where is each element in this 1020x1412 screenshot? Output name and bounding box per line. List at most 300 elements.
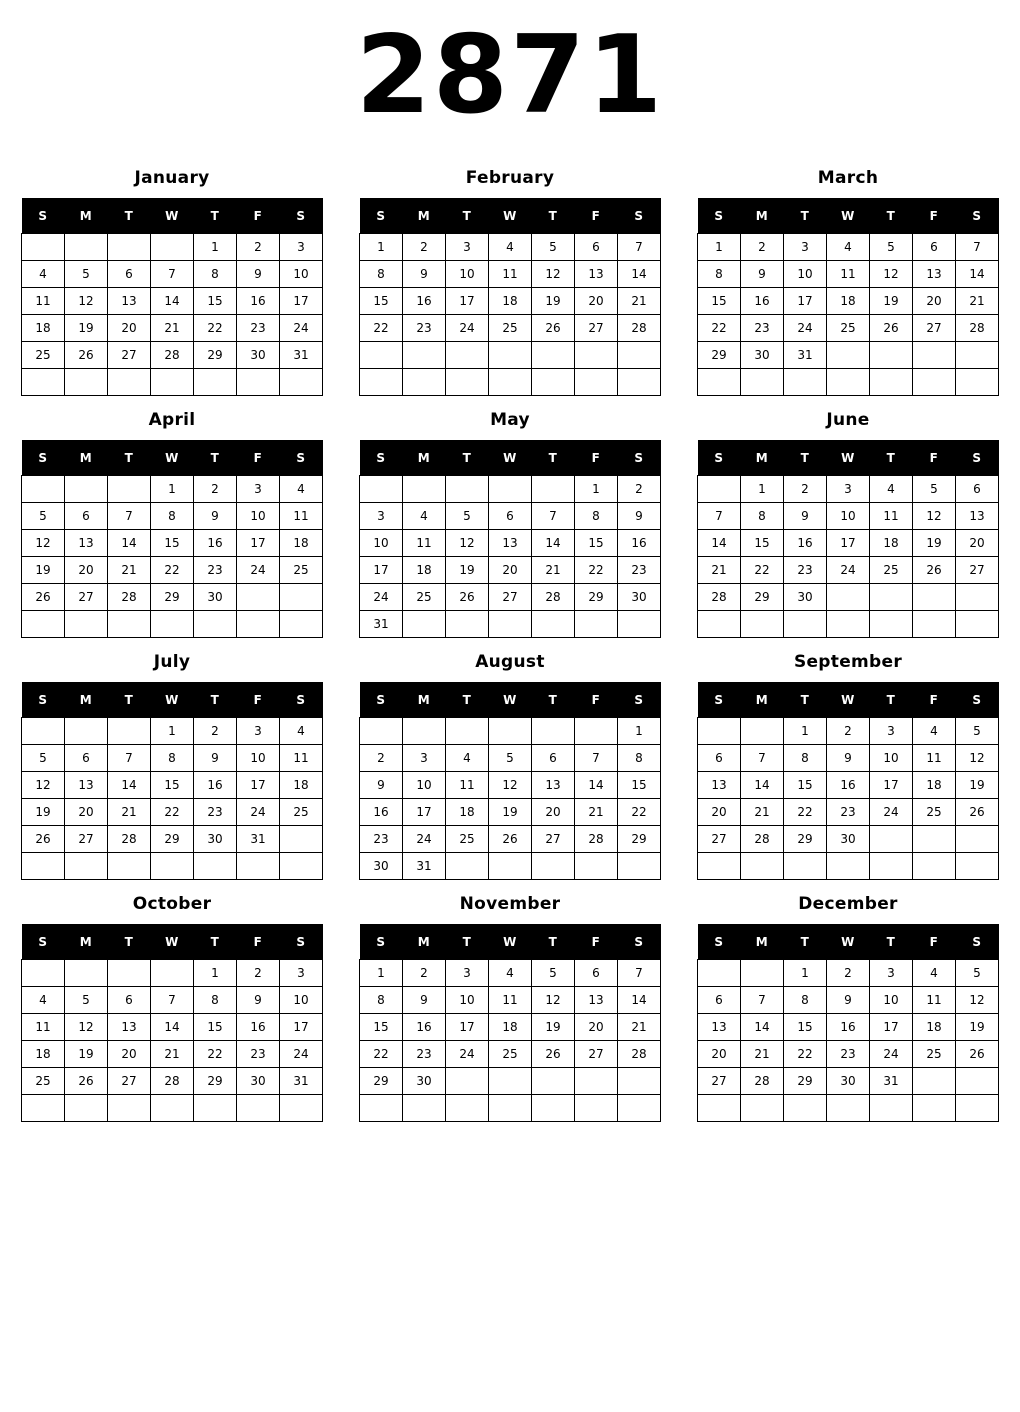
- day-cell[interactable]: 6: [532, 745, 575, 772]
- day-cell[interactable]: 23: [360, 826, 403, 853]
- day-cell[interactable]: 5: [22, 503, 65, 530]
- day-cell[interactable]: 14: [741, 1014, 784, 1041]
- day-cell[interactable]: 5: [913, 476, 956, 503]
- day-cell[interactable]: 10: [446, 261, 489, 288]
- day-cell[interactable]: 31: [870, 1068, 913, 1095]
- day-cell[interactable]: 23: [194, 557, 237, 584]
- day-cell[interactable]: 31: [237, 826, 280, 853]
- day-cell[interactable]: 27: [956, 557, 999, 584]
- day-cell[interactable]: 5: [65, 987, 108, 1014]
- day-cell[interactable]: 20: [65, 799, 108, 826]
- day-cell[interactable]: 22: [194, 315, 237, 342]
- day-cell[interactable]: 13: [108, 288, 151, 315]
- day-cell[interactable]: 7: [151, 987, 194, 1014]
- day-cell[interactable]: 9: [827, 745, 870, 772]
- day-cell[interactable]: 28: [108, 826, 151, 853]
- day-cell[interactable]: 30: [237, 1068, 280, 1095]
- day-cell[interactable]: 2: [827, 960, 870, 987]
- day-cell[interactable]: 12: [913, 503, 956, 530]
- day-cell[interactable]: 28: [698, 584, 741, 611]
- day-cell[interactable]: 30: [237, 342, 280, 369]
- day-cell[interactable]: 27: [575, 1041, 618, 1068]
- day-cell[interactable]: 23: [237, 315, 280, 342]
- day-cell[interactable]: 12: [489, 772, 532, 799]
- day-cell[interactable]: 6: [108, 987, 151, 1014]
- day-cell[interactable]: 23: [827, 799, 870, 826]
- day-cell[interactable]: 11: [22, 288, 65, 315]
- day-cell[interactable]: 13: [575, 261, 618, 288]
- day-cell[interactable]: 9: [360, 772, 403, 799]
- day-cell[interactable]: 16: [194, 772, 237, 799]
- day-cell[interactable]: 13: [698, 1014, 741, 1041]
- day-cell[interactable]: 19: [913, 530, 956, 557]
- day-cell[interactable]: 8: [575, 503, 618, 530]
- day-cell[interactable]: 29: [784, 826, 827, 853]
- day-cell[interactable]: 17: [784, 288, 827, 315]
- day-cell[interactable]: 22: [784, 799, 827, 826]
- day-cell[interactable]: 2: [403, 234, 446, 261]
- day-cell[interactable]: 3: [280, 960, 323, 987]
- day-cell[interactable]: 7: [108, 745, 151, 772]
- day-cell[interactable]: 6: [575, 960, 618, 987]
- day-cell[interactable]: 2: [741, 234, 784, 261]
- day-cell[interactable]: 19: [532, 1014, 575, 1041]
- day-cell[interactable]: 12: [22, 772, 65, 799]
- day-cell[interactable]: 18: [489, 1014, 532, 1041]
- day-cell[interactable]: 11: [870, 503, 913, 530]
- day-cell[interactable]: 14: [618, 987, 661, 1014]
- day-cell[interactable]: 29: [151, 584, 194, 611]
- day-cell[interactable]: 20: [108, 1041, 151, 1068]
- day-cell[interactable]: 6: [65, 503, 108, 530]
- day-cell[interactable]: 28: [741, 826, 784, 853]
- day-cell[interactable]: 18: [280, 530, 323, 557]
- day-cell[interactable]: 8: [151, 503, 194, 530]
- day-cell[interactable]: 27: [65, 826, 108, 853]
- day-cell[interactable]: 19: [532, 288, 575, 315]
- day-cell[interactable]: 6: [913, 234, 956, 261]
- day-cell[interactable]: 13: [489, 530, 532, 557]
- day-cell[interactable]: 30: [403, 1068, 446, 1095]
- day-cell[interactable]: 4: [870, 476, 913, 503]
- day-cell[interactable]: 25: [280, 799, 323, 826]
- day-cell[interactable]: 9: [827, 987, 870, 1014]
- day-cell[interactable]: 18: [446, 799, 489, 826]
- day-cell[interactable]: 2: [784, 476, 827, 503]
- day-cell[interactable]: 9: [194, 745, 237, 772]
- day-cell[interactable]: 23: [237, 1041, 280, 1068]
- day-cell[interactable]: 15: [151, 530, 194, 557]
- day-cell[interactable]: 26: [489, 826, 532, 853]
- day-cell[interactable]: 28: [618, 1041, 661, 1068]
- day-cell[interactable]: 21: [956, 288, 999, 315]
- day-cell[interactable]: 2: [237, 960, 280, 987]
- day-cell[interactable]: 31: [360, 611, 403, 638]
- day-cell[interactable]: 11: [280, 745, 323, 772]
- day-cell[interactable]: 5: [532, 960, 575, 987]
- day-cell[interactable]: 21: [741, 799, 784, 826]
- day-cell[interactable]: 13: [65, 772, 108, 799]
- day-cell[interactable]: 26: [913, 557, 956, 584]
- day-cell[interactable]: 10: [870, 987, 913, 1014]
- day-cell[interactable]: 1: [360, 960, 403, 987]
- day-cell[interactable]: 22: [360, 315, 403, 342]
- day-cell[interactable]: 21: [108, 557, 151, 584]
- day-cell[interactable]: 22: [151, 557, 194, 584]
- day-cell[interactable]: 19: [446, 557, 489, 584]
- day-cell[interactable]: 11: [913, 745, 956, 772]
- day-cell[interactable]: 11: [827, 261, 870, 288]
- day-cell[interactable]: 14: [151, 288, 194, 315]
- day-cell[interactable]: 2: [194, 476, 237, 503]
- day-cell[interactable]: 15: [360, 288, 403, 315]
- day-cell[interactable]: 9: [403, 987, 446, 1014]
- day-cell[interactable]: 26: [22, 584, 65, 611]
- day-cell[interactable]: 20: [575, 1014, 618, 1041]
- day-cell[interactable]: 4: [913, 960, 956, 987]
- day-cell[interactable]: 23: [403, 315, 446, 342]
- day-cell[interactable]: 15: [741, 530, 784, 557]
- day-cell[interactable]: 24: [446, 1041, 489, 1068]
- day-cell[interactable]: 20: [956, 530, 999, 557]
- day-cell[interactable]: 23: [784, 557, 827, 584]
- day-cell[interactable]: 28: [108, 584, 151, 611]
- day-cell[interactable]: 8: [618, 745, 661, 772]
- day-cell[interactable]: 27: [489, 584, 532, 611]
- day-cell[interactable]: 12: [22, 530, 65, 557]
- day-cell[interactable]: 6: [575, 234, 618, 261]
- day-cell[interactable]: 16: [827, 772, 870, 799]
- day-cell[interactable]: 28: [575, 826, 618, 853]
- day-cell[interactable]: 22: [575, 557, 618, 584]
- day-cell[interactable]: 10: [280, 987, 323, 1014]
- day-cell[interactable]: 12: [65, 288, 108, 315]
- day-cell[interactable]: 22: [784, 1041, 827, 1068]
- day-cell[interactable]: 4: [22, 987, 65, 1014]
- day-cell[interactable]: 15: [784, 1014, 827, 1041]
- day-cell[interactable]: 2: [237, 234, 280, 261]
- day-cell[interactable]: 9: [237, 987, 280, 1014]
- day-cell[interactable]: 21: [618, 288, 661, 315]
- day-cell[interactable]: 20: [698, 1041, 741, 1068]
- day-cell[interactable]: 17: [403, 799, 446, 826]
- day-cell[interactable]: 11: [22, 1014, 65, 1041]
- day-cell[interactable]: 1: [194, 960, 237, 987]
- day-cell[interactable]: 24: [237, 557, 280, 584]
- day-cell[interactable]: 6: [698, 987, 741, 1014]
- day-cell[interactable]: 17: [237, 530, 280, 557]
- day-cell[interactable]: 18: [22, 1041, 65, 1068]
- day-cell[interactable]: 30: [360, 853, 403, 880]
- day-cell[interactable]: 9: [237, 261, 280, 288]
- day-cell[interactable]: 5: [489, 745, 532, 772]
- day-cell[interactable]: 16: [784, 530, 827, 557]
- day-cell[interactable]: 15: [360, 1014, 403, 1041]
- day-cell[interactable]: 17: [237, 772, 280, 799]
- day-cell[interactable]: 7: [618, 960, 661, 987]
- day-cell[interactable]: 9: [194, 503, 237, 530]
- day-cell[interactable]: 14: [151, 1014, 194, 1041]
- day-cell[interactable]: 14: [108, 772, 151, 799]
- day-cell[interactable]: 10: [360, 530, 403, 557]
- day-cell[interactable]: 12: [532, 987, 575, 1014]
- day-cell[interactable]: 3: [870, 718, 913, 745]
- day-cell[interactable]: 25: [827, 315, 870, 342]
- day-cell[interactable]: 21: [108, 799, 151, 826]
- day-cell[interactable]: 4: [446, 745, 489, 772]
- day-cell[interactable]: 5: [446, 503, 489, 530]
- day-cell[interactable]: 4: [280, 476, 323, 503]
- day-cell[interactable]: 1: [618, 718, 661, 745]
- day-cell[interactable]: 29: [575, 584, 618, 611]
- day-cell[interactable]: 20: [489, 557, 532, 584]
- day-cell[interactable]: 19: [489, 799, 532, 826]
- day-cell[interactable]: 1: [151, 476, 194, 503]
- day-cell[interactable]: 22: [360, 1041, 403, 1068]
- day-cell[interactable]: 3: [870, 960, 913, 987]
- day-cell[interactable]: 23: [741, 315, 784, 342]
- day-cell[interactable]: 13: [532, 772, 575, 799]
- day-cell[interactable]: 23: [827, 1041, 870, 1068]
- day-cell[interactable]: 27: [698, 1068, 741, 1095]
- day-cell[interactable]: 5: [956, 718, 999, 745]
- day-cell[interactable]: 22: [194, 1041, 237, 1068]
- day-cell[interactable]: 29: [151, 826, 194, 853]
- day-cell[interactable]: 23: [194, 799, 237, 826]
- day-cell[interactable]: 21: [741, 1041, 784, 1068]
- day-cell[interactable]: 15: [784, 772, 827, 799]
- day-cell[interactable]: 22: [741, 557, 784, 584]
- day-cell[interactable]: 4: [280, 718, 323, 745]
- day-cell[interactable]: 29: [194, 1068, 237, 1095]
- day-cell[interactable]: 28: [956, 315, 999, 342]
- day-cell[interactable]: 21: [151, 1041, 194, 1068]
- day-cell[interactable]: 18: [403, 557, 446, 584]
- day-cell[interactable]: 22: [698, 315, 741, 342]
- day-cell[interactable]: 30: [741, 342, 784, 369]
- day-cell[interactable]: 25: [489, 315, 532, 342]
- day-cell[interactable]: 14: [618, 261, 661, 288]
- day-cell[interactable]: 21: [532, 557, 575, 584]
- day-cell[interactable]: 20: [65, 557, 108, 584]
- day-cell[interactable]: 20: [698, 799, 741, 826]
- day-cell[interactable]: 27: [108, 342, 151, 369]
- day-cell[interactable]: 15: [618, 772, 661, 799]
- day-cell[interactable]: 24: [360, 584, 403, 611]
- day-cell[interactable]: 1: [194, 234, 237, 261]
- day-cell[interactable]: 9: [618, 503, 661, 530]
- day-cell[interactable]: 8: [194, 261, 237, 288]
- day-cell[interactable]: 26: [65, 342, 108, 369]
- day-cell[interactable]: 3: [237, 476, 280, 503]
- day-cell[interactable]: 23: [403, 1041, 446, 1068]
- day-cell[interactable]: 30: [784, 584, 827, 611]
- day-cell[interactable]: 3: [280, 234, 323, 261]
- day-cell[interactable]: 11: [280, 503, 323, 530]
- day-cell[interactable]: 31: [784, 342, 827, 369]
- day-cell[interactable]: 17: [870, 772, 913, 799]
- day-cell[interactable]: 6: [65, 745, 108, 772]
- day-cell[interactable]: 10: [280, 261, 323, 288]
- day-cell[interactable]: 28: [151, 1068, 194, 1095]
- day-cell[interactable]: 5: [65, 261, 108, 288]
- day-cell[interactable]: 7: [618, 234, 661, 261]
- day-cell[interactable]: 25: [913, 1041, 956, 1068]
- day-cell[interactable]: 12: [956, 745, 999, 772]
- day-cell[interactable]: 6: [698, 745, 741, 772]
- day-cell[interactable]: 28: [151, 342, 194, 369]
- day-cell[interactable]: 21: [698, 557, 741, 584]
- day-cell[interactable]: 1: [698, 234, 741, 261]
- day-cell[interactable]: 13: [108, 1014, 151, 1041]
- day-cell[interactable]: 30: [827, 1068, 870, 1095]
- day-cell[interactable]: 12: [956, 987, 999, 1014]
- day-cell[interactable]: 27: [65, 584, 108, 611]
- day-cell[interactable]: 19: [22, 557, 65, 584]
- day-cell[interactable]: 18: [280, 772, 323, 799]
- day-cell[interactable]: 10: [870, 745, 913, 772]
- day-cell[interactable]: 5: [870, 234, 913, 261]
- day-cell[interactable]: 16: [237, 288, 280, 315]
- day-cell[interactable]: 17: [870, 1014, 913, 1041]
- day-cell[interactable]: 19: [956, 1014, 999, 1041]
- day-cell[interactable]: 17: [827, 530, 870, 557]
- day-cell[interactable]: 26: [870, 315, 913, 342]
- day-cell[interactable]: 3: [446, 960, 489, 987]
- day-cell[interactable]: 22: [151, 799, 194, 826]
- day-cell[interactable]: 19: [870, 288, 913, 315]
- day-cell[interactable]: 9: [784, 503, 827, 530]
- day-cell[interactable]: 16: [618, 530, 661, 557]
- day-cell[interactable]: 25: [870, 557, 913, 584]
- day-cell[interactable]: 18: [913, 772, 956, 799]
- day-cell[interactable]: 17: [446, 1014, 489, 1041]
- day-cell[interactable]: 3: [360, 503, 403, 530]
- day-cell[interactable]: 24: [827, 557, 870, 584]
- day-cell[interactable]: 19: [956, 772, 999, 799]
- day-cell[interactable]: 14: [532, 530, 575, 557]
- day-cell[interactable]: 30: [618, 584, 661, 611]
- day-cell[interactable]: 10: [784, 261, 827, 288]
- day-cell[interactable]: 19: [65, 1041, 108, 1068]
- day-cell[interactable]: 27: [698, 826, 741, 853]
- day-cell[interactable]: 15: [151, 772, 194, 799]
- day-cell[interactable]: 13: [575, 987, 618, 1014]
- day-cell[interactable]: 9: [403, 261, 446, 288]
- day-cell[interactable]: 7: [151, 261, 194, 288]
- day-cell[interactable]: 10: [237, 745, 280, 772]
- day-cell[interactable]: 1: [575, 476, 618, 503]
- day-cell[interactable]: 11: [489, 261, 532, 288]
- day-cell[interactable]: 13: [698, 772, 741, 799]
- day-cell[interactable]: 14: [741, 772, 784, 799]
- day-cell[interactable]: 26: [532, 315, 575, 342]
- day-cell[interactable]: 5: [956, 960, 999, 987]
- day-cell[interactable]: 14: [698, 530, 741, 557]
- day-cell[interactable]: 25: [446, 826, 489, 853]
- day-cell[interactable]: 18: [489, 288, 532, 315]
- day-cell[interactable]: 16: [403, 288, 446, 315]
- day-cell[interactable]: 11: [403, 530, 446, 557]
- day-cell[interactable]: 7: [741, 745, 784, 772]
- day-cell[interactable]: 8: [151, 745, 194, 772]
- day-cell[interactable]: 29: [618, 826, 661, 853]
- day-cell[interactable]: 4: [827, 234, 870, 261]
- day-cell[interactable]: 30: [827, 826, 870, 853]
- day-cell[interactable]: 4: [489, 960, 532, 987]
- day-cell[interactable]: 12: [65, 1014, 108, 1041]
- day-cell[interactable]: 21: [575, 799, 618, 826]
- day-cell[interactable]: 29: [784, 1068, 827, 1095]
- day-cell[interactable]: 1: [741, 476, 784, 503]
- day-cell[interactable]: 8: [741, 503, 784, 530]
- day-cell[interactable]: 13: [913, 261, 956, 288]
- day-cell[interactable]: 19: [22, 799, 65, 826]
- day-cell[interactable]: 24: [446, 315, 489, 342]
- day-cell[interactable]: 21: [618, 1014, 661, 1041]
- day-cell[interactable]: 28: [741, 1068, 784, 1095]
- day-cell[interactable]: 23: [618, 557, 661, 584]
- day-cell[interactable]: 26: [65, 1068, 108, 1095]
- day-cell[interactable]: 27: [575, 315, 618, 342]
- day-cell[interactable]: 29: [194, 342, 237, 369]
- day-cell[interactable]: 21: [151, 315, 194, 342]
- day-cell[interactable]: 26: [956, 1041, 999, 1068]
- day-cell[interactable]: 11: [446, 772, 489, 799]
- day-cell[interactable]: 2: [618, 476, 661, 503]
- day-cell[interactable]: 26: [956, 799, 999, 826]
- day-cell[interactable]: 1: [784, 960, 827, 987]
- day-cell[interactable]: 27: [532, 826, 575, 853]
- day-cell[interactable]: 10: [237, 503, 280, 530]
- day-cell[interactable]: 12: [446, 530, 489, 557]
- day-cell[interactable]: 29: [698, 342, 741, 369]
- day-cell[interactable]: 25: [22, 342, 65, 369]
- day-cell[interactable]: 20: [575, 288, 618, 315]
- day-cell[interactable]: 7: [532, 503, 575, 530]
- day-cell[interactable]: 25: [22, 1068, 65, 1095]
- day-cell[interactable]: 8: [784, 987, 827, 1014]
- day-cell[interactable]: 15: [698, 288, 741, 315]
- day-cell[interactable]: 17: [280, 1014, 323, 1041]
- day-cell[interactable]: 15: [575, 530, 618, 557]
- day-cell[interactable]: 12: [870, 261, 913, 288]
- day-cell[interactable]: 2: [403, 960, 446, 987]
- day-cell[interactable]: 7: [575, 745, 618, 772]
- day-cell[interactable]: 17: [280, 288, 323, 315]
- day-cell[interactable]: 25: [489, 1041, 532, 1068]
- day-cell[interactable]: 20: [913, 288, 956, 315]
- day-cell[interactable]: 2: [194, 718, 237, 745]
- day-cell[interactable]: 1: [784, 718, 827, 745]
- day-cell[interactable]: 8: [784, 745, 827, 772]
- day-cell[interactable]: 18: [22, 315, 65, 342]
- day-cell[interactable]: 16: [403, 1014, 446, 1041]
- day-cell[interactable]: 13: [956, 503, 999, 530]
- day-cell[interactable]: 10: [446, 987, 489, 1014]
- day-cell[interactable]: 19: [65, 315, 108, 342]
- day-cell[interactable]: 24: [280, 315, 323, 342]
- day-cell[interactable]: 25: [280, 557, 323, 584]
- day-cell[interactable]: 27: [108, 1068, 151, 1095]
- day-cell[interactable]: 26: [446, 584, 489, 611]
- day-cell[interactable]: 8: [360, 987, 403, 1014]
- day-cell[interactable]: 1: [151, 718, 194, 745]
- day-cell[interactable]: 16: [237, 1014, 280, 1041]
- day-cell[interactable]: 6: [108, 261, 151, 288]
- day-cell[interactable]: 18: [827, 288, 870, 315]
- day-cell[interactable]: 7: [956, 234, 999, 261]
